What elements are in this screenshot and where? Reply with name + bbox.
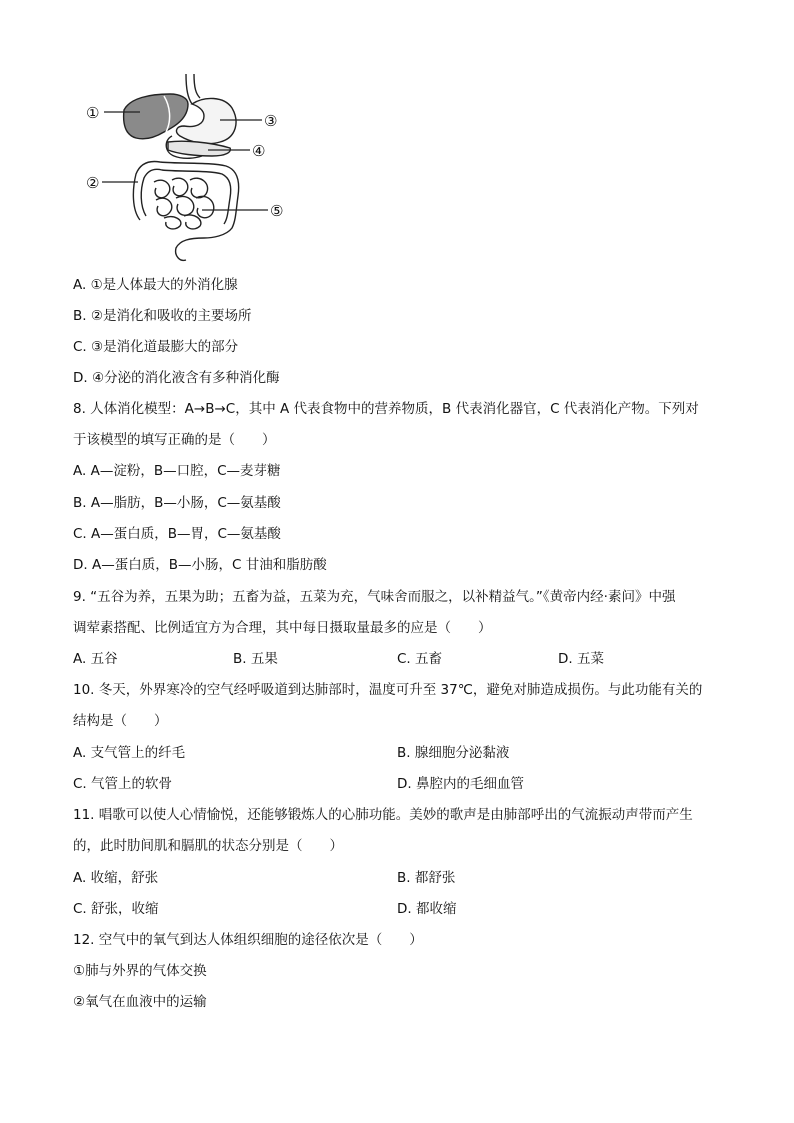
q10-option-b: B. 腺细胞分泌黏液 (397, 745, 510, 761)
q7-option-c: C. ③是消化道最膨大的部分 (73, 339, 239, 355)
q10-option-a: A. 支气管上的纤毛 (73, 745, 186, 761)
q12-stem: 12. 空气中的氧气到达人体组织细胞的途径依次是（ ） (73, 932, 423, 948)
digestive-system-figure (80, 70, 300, 265)
q8-option-d: D. A—蛋白质，B—小肠，C 甘油和脂肪酸 (73, 557, 327, 573)
q10-stem-line2: 结构是（ ） (73, 713, 168, 729)
q10-stem-line1: 10. 冬天，外界寒冷的空气经呼吸道到达肺部时，温度可升至 37℃，避免对肺造成损伤。与此功能有关的 (73, 682, 703, 698)
q9-stem-line1: 9. “五谷为养，五果为助；五畜为益，五菜为充，气味舍而服之，以补精益气。”《黄帝内经·素问》中强 (73, 589, 676, 605)
q11-option-d: D. 都收缩 (397, 901, 457, 917)
label-5: ⑤ (270, 202, 284, 220)
q8-option-a: A. A—淀粉，B—口腔，C—麦芽糖 (73, 463, 281, 479)
q11-stem-line1: 11. 唱歌可以使人心情愉悦，还能够锻炼人的心肺功能。美妙的歌声是由肺部呼出的气流振动声带而产生 (73, 807, 693, 823)
label-1: ① (86, 104, 100, 122)
q7-option-d: D. ④分泌的消化液含有多种消化酶 (73, 370, 280, 386)
pancreas-shape (168, 141, 230, 156)
q8-stem-line1: 8. 人体消化模型：A→B→C，其中 A 代表食物中的营养物质，B 代表消化器官，C 代表消化产物。下列对 (73, 401, 699, 417)
q12-step-2: ②氧气在血液中的运输 (73, 994, 207, 1010)
q8-option-c: C. A—蛋白质，B—胃，C—氨基酸 (73, 526, 281, 542)
q7-option-a: A. ①是人体最大的外消化腺 (73, 277, 238, 293)
label-3: ③ (264, 112, 278, 130)
q10-option-c: C. 气管上的软骨 (73, 776, 173, 792)
label-2: ② (86, 174, 100, 192)
digestive-system-diagram (80, 70, 300, 265)
large-intestine-shape (133, 162, 238, 261)
label-4: ④ (252, 142, 266, 160)
q11-stem-line2: 的，此时肋间肌和膈肌的状态分别是（ ） (73, 838, 343, 854)
q9-option-b: B. 五果 (233, 651, 278, 667)
q9-option-a: A. 五谷 (73, 651, 118, 667)
q9-stem-line2: 调荤素搭配、比例适宜方为合理，其中每日摄取量最多的应是（ ） (73, 620, 492, 636)
q11-option-b: B. 都舒张 (397, 870, 456, 886)
q11-option-c: C. 舒张，收缩 (73, 901, 159, 917)
q11-option-a: A. 收缩，舒张 (73, 870, 159, 886)
q7-option-b: B. ②是消化和吸收的主要场所 (73, 308, 252, 324)
q8-stem-line2: 于该模型的填写正确的是（ ） (73, 432, 276, 448)
q10-option-d: D. 鼻腔内的毛细血管 (397, 776, 524, 792)
small-intestine-shape (154, 178, 214, 229)
q8-option-b: B. A—脂肪，B—小肠，C—氨基酸 (73, 495, 281, 511)
q9-option-c: C. 五畜 (397, 651, 443, 667)
q12-step-1: ①肺与外界的气体交换 (73, 963, 207, 979)
q9-option-d: D. 五菜 (558, 651, 604, 667)
